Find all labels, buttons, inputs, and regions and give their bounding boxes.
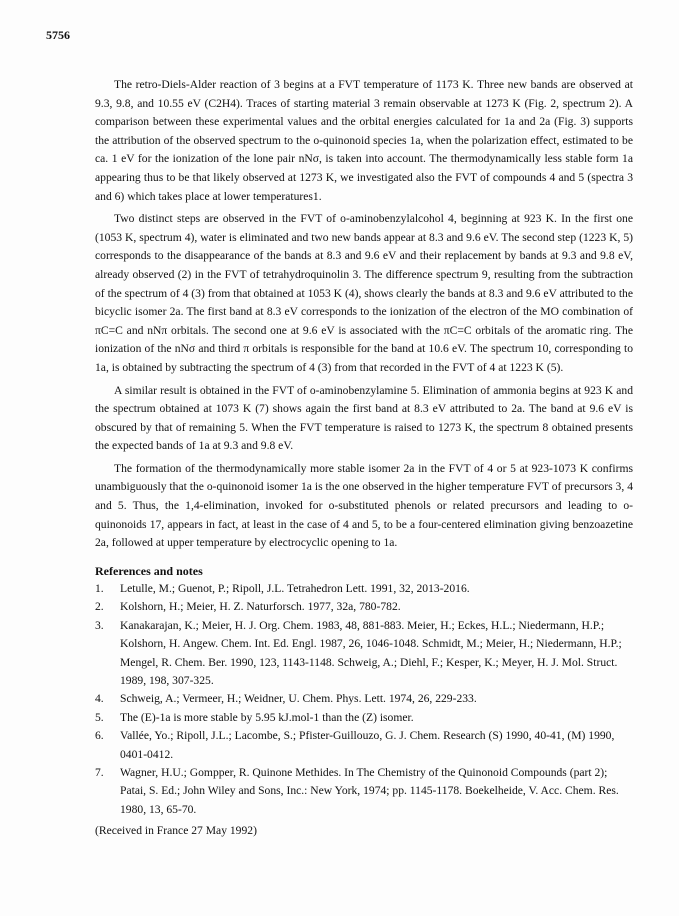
- references-list: [95, 580, 633, 819]
- reference-text: The (E)-1a is more stable by 5.95 kJ.mol-1 than the (Z) isomer.: [120, 710, 414, 724]
- reference-number: 1.: [95, 582, 104, 595]
- reference-text: Schweig, A.; Vermeer, H.; Weidner, U. Chem. Phys. Lett. 1974, 26, 229-233.: [120, 692, 477, 706]
- reference-item: [95, 598, 633, 616]
- reference-text: Kolshorn, H.; Meier, H. Z. Naturforsch. 1977, 32a, 780-782.: [120, 600, 401, 614]
- received-date: (Received in France 27 May 1992): [95, 824, 257, 837]
- reference-item: [95, 709, 633, 727]
- reference-text: Vallée, Yo.; Ripoll, J.L.; Lacombe, S.; Pfister-Guillouzo, G. J. Chem. Research (S) 1990, 40-41, (M) 1990, 0401-0412.: [120, 729, 615, 761]
- reference-number: 3.: [95, 618, 104, 632]
- reference-text: Letulle, M.; Guenot, P.; Ripoll, J.L. Tetrahedron Lett. 1991, 32, 2013-2016.: [120, 582, 470, 595]
- reference-text: Wagner, H.U.; Gompper, R. Quinone Methides. In The Chemistry of the Quinonoid Compounds (part 2); Patai, S. Ed.; John Wiley and Sons, Inc.: New York, 1974; pp. 1145-1178. Boekelheide, V. Acc. Chem. Res. 1980, 13, 65-70.: [120, 766, 619, 816]
- paragraph-conclusion: The formation of the thermodynamically more stable isomer 2a in the FVT of 4 or 5 at 923-1073 K confirms unambiguously that the o-quinonoid isomer 1a is the one observed in the higher temperature FVT of precursors 3, 4 and 5. Thus, the 1,4-elimination, invoked for o-substituted phenols or related precursors and leading to o-quinonoids 17, appears in fact, at least in the case of 4 and 5, to be a four-centered elimination giving benzoazetine 2a, followed at upper temperature by electrocyclic opening to 1a.: [95, 461, 633, 550]
- reference-item: [95, 727, 633, 764]
- article-body: [95, 76, 633, 557]
- reference-text: Kanakarajan, K.; Meier, H. J. Org. Chem. 1983, 48, 881-883. Meier, H.; Eckes, H.L.; Niedermann, H.P.; Kolshorn, H. Angew. Chem. Int. Ed. Engl. 1987, 26, 1046-1048. Schmidt, M.; Meier, H.; Niedermann, H.P.; Mengel, R. Chem. Ber. 1990, 123, 1143-1148. Schweig, A.; Diehl, F.; Kesper, K.; Meyer, H. J. Mol. Struct. 1989, 198, 307-325.: [120, 618, 622, 688]
- reference-item: [95, 580, 633, 598]
- paragraph-retro-diels-alder: The retro-Diels-Alder reaction of 3 begins at a FVT temperature of 1173 K. Three new bands are observed at 9.3, 9.8, and 10.55 eV (C2H4). Traces of starting material 3 remain observable at 1273 K (Fig. 2, spectrum 2). A comparison between these experimental values and the orbital energies calculated for 1a and 2a (Fig. 3) supports the attribution of the observed spectrum to the o-quinonoid species 1a, when the polarization effect, estimated to be ca. 1 eV for the ionization of the lone pair nNσ, is taken into account. The thermodynamically less stable form 1a appearing thus to be that likely observed at 1273 K, we investigated also the FVT of compounds 4 and 5 (spectra 3 and 6) which takes place at lower temperatures1.: [95, 78, 633, 203]
- reference-number: 6.: [95, 729, 104, 743]
- references-heading: References and notes: [95, 564, 203, 578]
- reference-number: 5.: [95, 710, 104, 724]
- paragraph-aminobenzylamine: A similar result is obtained in the FVT of o-aminobenzylamine 5. Elimination of ammonia begins at 923 K and the spectrum obtained at 1073 K (7) shows again the first band at 8.3 eV attributed to 2a. The band at 9.6 eV is obscured by that of remaining 5. When the FVT temperature is raised to 1273 K, the spectrum 8 obtained presents the expected bands of 1a at 9.3 and 9.8 eV.: [95, 383, 633, 453]
- reference-item: [95, 617, 633, 691]
- reference-number: 4.: [95, 692, 104, 706]
- reference-item: [95, 764, 633, 819]
- reference-number: 7.: [95, 766, 104, 780]
- reference-number: 2.: [95, 600, 104, 614]
- paragraph-aminobenzylalcohol: Two distinct steps are observed in the FVT of o-aminobenzylalcohol 4, beginning at 923 K. In the first one (1053 K, spectrum 4), water is eliminated and two new bands appear at 8.3 and 9.6 eV. The second step (1223 K, 5) corresponds to the disappearance of the bands at 8.3 and 9.6 eV and their replacement by bands at 9.3 and 9.8 eV, already observed (2) in the FVT of tetrahydroquinolin 3. The difference spectrum 9, resulting from the subtraction of the spectrum of 4 (3) from that obtained at 1053 K (4), shows clearly the bands at 8.3 and 9.6 eV attributed to the bicyclic isomer 2a. The first band at 8.3 eV corresponds to the ionization of the electron of the MO combination of πC=C and nNπ orbitals. The second one at 9.6 eV is associated with the πC=C orbitals of the aromatic ring. The ionization of the nNσ and third π orbitals is responsible for the band at 10.6 eV. The spectrum 10, corresponding to 1a, is obtained by subtracting the spectrum of 4 (3) from that recorded in the FVT of 4 at 1223 K (5).: [95, 212, 633, 374]
- reference-item: [95, 690, 633, 708]
- page-number: 5756: [46, 28, 70, 42]
